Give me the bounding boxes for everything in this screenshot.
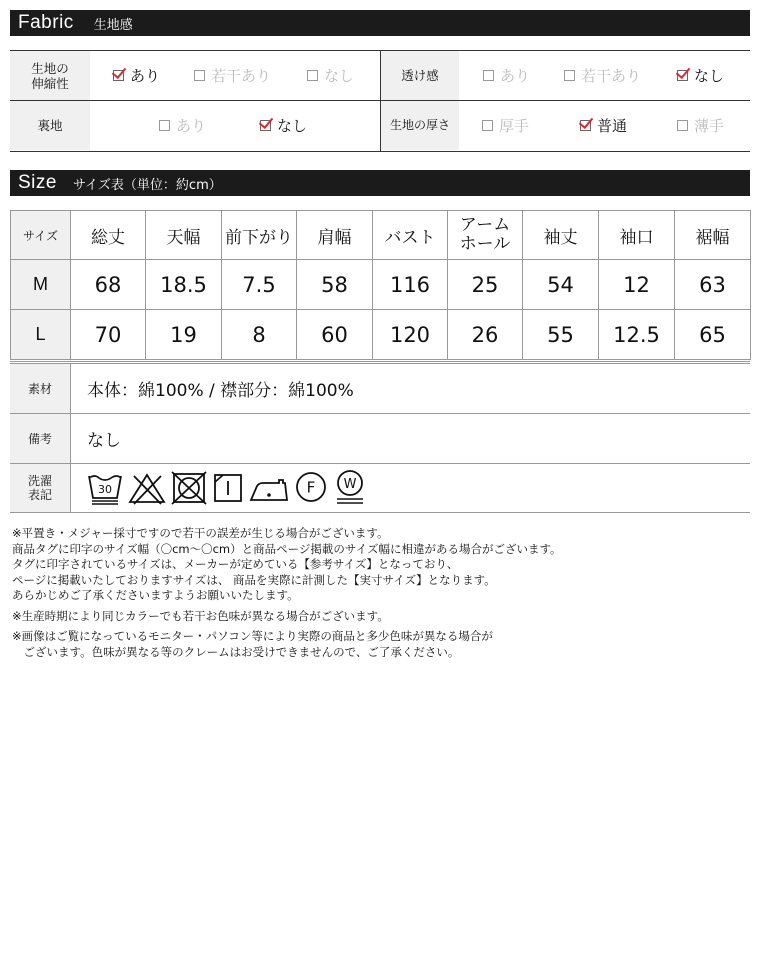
- table-cell: 70: [71, 310, 146, 360]
- checkbox-icon: [482, 120, 493, 131]
- wet-clean-letter: W: [343, 477, 357, 492]
- thickness-label: 生地の厚さ: [381, 101, 459, 150]
- thickness-option-normal[interactable]: 普通: [580, 101, 627, 150]
- checkbox-icon: [564, 70, 575, 81]
- col-header: バスト: [373, 211, 448, 260]
- table-row: [11, 260, 751, 310]
- checkbox-icon: [483, 70, 494, 81]
- size-section-header: [10, 170, 750, 196]
- iron-low-icon: [249, 470, 289, 506]
- table-cell: 58: [297, 260, 373, 310]
- wash-temp-text: 30: [98, 483, 112, 496]
- checkbox-checked-icon: [677, 70, 688, 81]
- note-line: 商品タグに印字のサイズ幅（〇cm～〇cm）と商品ページ掲載のサイズ幅に相違がある場合がございます。: [12, 541, 562, 556]
- col-header: 袖丈: [523, 211, 599, 260]
- care-label: 洗濯 表記: [10, 464, 71, 513]
- col-header: 肩幅: [297, 211, 373, 260]
- checkbox-icon: [677, 120, 688, 131]
- table-cell: 54: [523, 260, 599, 310]
- size-table: [10, 210, 751, 360]
- table-cell: 120: [373, 310, 448, 360]
- table-cell: 55: [523, 310, 599, 360]
- note-line: ※生産時期により同じカラーでも若干お色味が異なる場合がございます。: [12, 608, 389, 623]
- checkbox-icon: [194, 70, 205, 81]
- sheer-option-ari[interactable]: あり: [483, 51, 530, 100]
- remarks-label: 備考: [10, 414, 71, 464]
- table-row: [11, 310, 751, 360]
- col-header: 袖口: [599, 211, 675, 260]
- table-cell: 7.5: [222, 260, 297, 310]
- stretch-label: 生地の 伸縮性: [10, 51, 90, 100]
- stretch-option-slight[interactable]: 若干あり: [194, 51, 271, 100]
- remarks-row: [10, 414, 750, 464]
- col-header: 総丈: [71, 211, 146, 260]
- size-title: Size: [18, 172, 57, 193]
- drip-dry-shade-icon: [212, 470, 244, 506]
- lining-label: 裏地: [10, 101, 90, 150]
- col-header: アーム ホール: [448, 211, 523, 260]
- sheer-option-slight[interactable]: 若干あり: [564, 51, 641, 100]
- checkbox-icon: [307, 70, 318, 81]
- stretch-option-ari[interactable]: あり: [113, 51, 160, 100]
- no-tumble-dry-icon: [171, 470, 207, 506]
- note-line: ページに掲載いたしておりますサイズは、 商品を実際に計測した【実寸サイズ】となります。: [12, 572, 496, 587]
- lining-option-ari[interactable]: あり: [159, 101, 206, 150]
- material-value: 本体：綿100% / 襟部分：綿100%: [71, 363, 751, 414]
- size-label: L: [11, 310, 71, 360]
- table-cell: 19: [146, 310, 222, 360]
- table-cell: 12: [599, 260, 675, 310]
- dry-clean-f-icon: [294, 470, 328, 506]
- wet-clean-w-icon: [333, 469, 367, 507]
- fabric-table: [10, 50, 750, 152]
- thickness-option-thin[interactable]: 薄手: [677, 101, 724, 150]
- table-cell: 26: [448, 310, 523, 360]
- table-cell: 65: [675, 310, 751, 360]
- table-cell: 8: [222, 310, 297, 360]
- table-cell: 12.5: [599, 310, 675, 360]
- fabric-title: Fabric: [18, 12, 74, 33]
- sheer-label: 透け感: [381, 51, 459, 100]
- stretch-option-nashi[interactable]: なし: [307, 51, 354, 100]
- dry-clean-letter: F: [306, 478, 316, 497]
- fabric-subtitle: 生地感: [93, 17, 133, 33]
- table-cell: 68: [71, 260, 146, 310]
- care-row: [10, 464, 750, 513]
- material-row: [10, 363, 750, 414]
- note-line: ※平置き・メジャー採寸ですので若干の誤差が生じる場合がございます。: [12, 526, 389, 540]
- checkbox-checked-icon: [113, 70, 124, 81]
- checkbox-checked-icon: [260, 120, 271, 131]
- wash-30-icon: [87, 470, 123, 506]
- note-line: あらかじめご了承くださいますようお願いいたします。: [12, 588, 299, 602]
- remarks-value: なし: [71, 414, 751, 464]
- no-bleach-icon: [128, 470, 166, 506]
- table-cell: 60: [297, 310, 373, 360]
- material-label: 素材: [10, 363, 71, 414]
- table-cell: 18.5: [146, 260, 222, 310]
- checkbox-icon: [159, 120, 170, 131]
- material-table: [10, 361, 750, 513]
- table-cell: 25: [448, 260, 523, 310]
- checkbox-checked-icon: [580, 120, 591, 131]
- size-corner: サイズ: [11, 211, 71, 260]
- thickness-option-thick[interactable]: 厚手: [482, 101, 529, 150]
- col-header: 裾幅: [675, 211, 751, 260]
- fabric-section-header: [10, 10, 750, 36]
- note-line: タグに印字されているサイズは、メーカーが定めている【参考サイズ】となっており、: [12, 557, 459, 571]
- size-subtitle: サイズ表（単位：約cm）: [72, 177, 222, 193]
- sheer-option-nashi[interactable]: なし: [677, 51, 724, 100]
- size-table-header: [11, 211, 751, 260]
- col-header: 前下がり: [222, 211, 297, 260]
- size-label: M: [11, 260, 71, 310]
- note-line: ※画像はご覧になっているモニター・パソコン等により実際の商品と多少色味が異なる場合が: [12, 629, 493, 643]
- notes: [12, 526, 752, 660]
- care-icons: [71, 464, 751, 513]
- lining-option-nashi[interactable]: なし: [260, 101, 307, 150]
- divider: [380, 51, 381, 151]
- col-header: 天幅: [146, 211, 222, 260]
- table-cell: 63: [675, 260, 751, 310]
- note-line: ございます。色味が異なる等のクレームはお受けできませんので、ご了承ください。: [12, 644, 460, 659]
- table-cell: 116: [373, 260, 448, 310]
